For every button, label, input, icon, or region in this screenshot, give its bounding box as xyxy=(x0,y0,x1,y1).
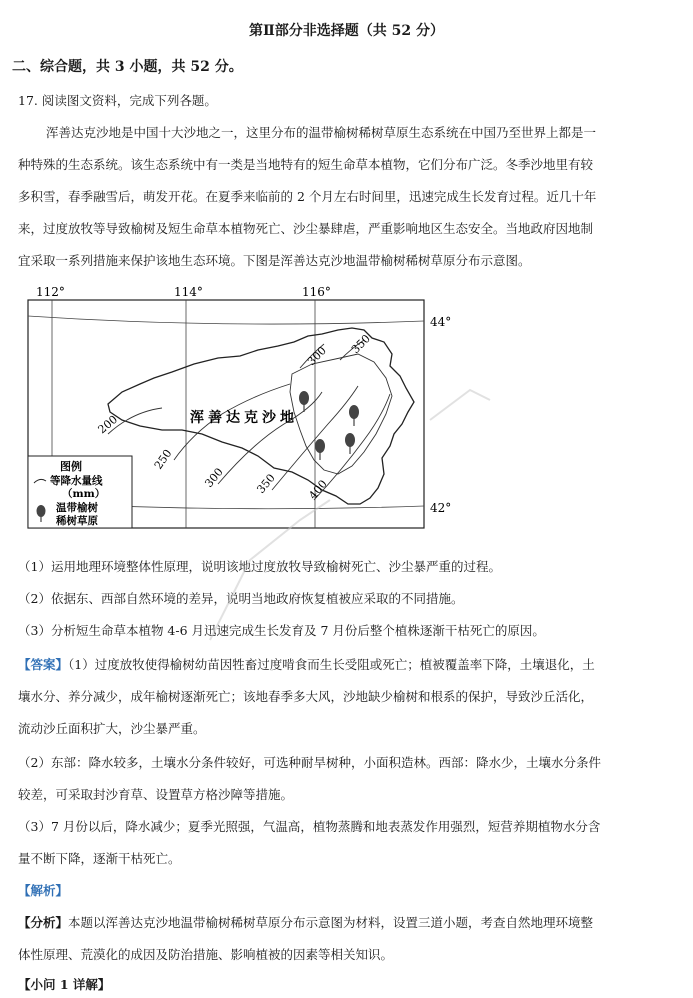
lon-label: 114° xyxy=(174,285,203,299)
lat-label: 42° xyxy=(430,501,452,515)
answer-line: 壤水分、养分减少，成年榆树逐渐死亡；该地春季多大风，沙地缺少榆树和根系的保护，导致沙丘活化， xyxy=(18,689,594,704)
legend-title: 图例 xyxy=(60,460,82,473)
sub-question: （2）依据东、西部自然环境的差异，说明当地政府恢复植被应采取的不同措施。 xyxy=(18,591,464,606)
answer-tag: 【答案】 xyxy=(18,657,69,672)
lon-label: 116° xyxy=(302,285,331,299)
answer-line: 流动沙丘面积扩大，沙尘暴严重。 xyxy=(18,721,206,736)
passage-line: 多积雪，春季融雪后，萌发开花。在夏季来临前的 2 个月左右时间里，迅速完成生长发育过程。近几十年 xyxy=(18,189,597,204)
answer-line: 较差，可采取封沙育草、设置草方格沙障等措施。 xyxy=(18,787,294,802)
tree-icon xyxy=(349,405,359,426)
steppe-region-outline xyxy=(290,354,392,474)
sub-question-detail-tag: 【小问 1 详解】 xyxy=(18,977,111,992)
sub-question: （1）运用地理环境整体性原理，说明该地过度放牧导致榆树死亡、沙尘暴严重的过程。 xyxy=(18,559,501,574)
passage-line: 宜采取一系列措施来保护该地生态环境。下图是浑善达克沙地温带榆树稀树草原分布示意图。 xyxy=(18,253,531,268)
legend-tree-label: 温带榆树 xyxy=(56,502,98,514)
analysis-line: 体性原理、荒漠化的成因及防治措施、影响植被的因素等相关知识。 xyxy=(18,947,394,962)
question-stem: 17. 阅读图文资料，完成下列各题。 xyxy=(18,93,217,108)
isohyet-value: 300 xyxy=(304,344,329,369)
fenxi-tag: 【分析】 xyxy=(18,915,69,930)
place-name-label: 浑善达克沙地 xyxy=(190,410,298,426)
isohyet-value: 350 xyxy=(348,332,373,357)
answer-text: （1）过度放牧使得榆树幼苗因牲畜过度啃食而生长受阻或死亡；植被覆盖率下降，土壤退化，土 xyxy=(68,657,595,672)
answer-line-1 xyxy=(18,656,595,674)
passage-line: 来，过度放牧等导致榆树及短生命草本植物死亡、沙尘暴肆虐，严重影响地区生态安全。当地政府因地制 xyxy=(18,221,594,236)
tree-icon xyxy=(315,439,325,460)
legend-isohyet-unit: （mm） xyxy=(62,488,106,500)
passage-line: 种特殊的生态系统。该生态系统中有一类是当地特有的短生命草本植物，它们分布广泛。冬季沙地里有较 xyxy=(18,157,594,172)
part-title: 第Ⅱ部分非选择题（共 52 分） xyxy=(248,23,445,39)
passage-line: 浑善达克沙地是中国十大沙地之一，这里分布的温带榆树稀树草原生态系统在中国乃至世界上都是一 xyxy=(46,125,597,140)
isohyet-value: 200 xyxy=(95,412,121,437)
isohyet-value: 250 xyxy=(151,447,175,472)
answer-line: （2）东部：降水较多，土壤水分条件较好，可选种耐旱树种，小面积造林。西部：降水少，土壤水分条件 xyxy=(18,755,601,770)
analysis-line-1 xyxy=(18,914,593,932)
lon-label: 112° xyxy=(36,285,65,299)
isohyet-value: 350 xyxy=(254,471,278,496)
isohyet-value: 400 xyxy=(306,477,330,502)
tree-icon xyxy=(345,433,355,454)
section-heading: 二、综合题，共 3 小题，共 52 分。 xyxy=(12,59,243,75)
isohyet-line xyxy=(218,392,322,484)
answer-line: （3）7 月份以后，降水减少；夏季光照强，气温高，植物蒸腾和地表蒸发作用强烈，短营养期植物水分含 xyxy=(18,819,601,834)
legend-isohyet-label: 等降水量线 xyxy=(50,475,103,487)
analysis-tag: 【解析】 xyxy=(18,883,69,898)
legend-tree-label: 稀树草原 xyxy=(56,515,98,527)
lat-label: 44° xyxy=(430,315,452,329)
tree-icon xyxy=(299,391,309,412)
sub-question: （3）分析短生命草本植物 4-6 月迅速完成生长发育及 7 月份后整个植株逐渐干枯死亡的原因。 xyxy=(18,623,545,638)
analysis-text: 本题以浑善达克沙地温带榆树稀树草原分布示意图为材料，设置三道小题，考查自然地理环境整 xyxy=(68,915,594,930)
answer-line: 量不断下降，逐渐干枯死亡。 xyxy=(18,851,181,866)
distribution-map xyxy=(22,284,462,546)
parallel-line xyxy=(28,316,424,324)
isohyet-value: 300 xyxy=(202,465,226,490)
